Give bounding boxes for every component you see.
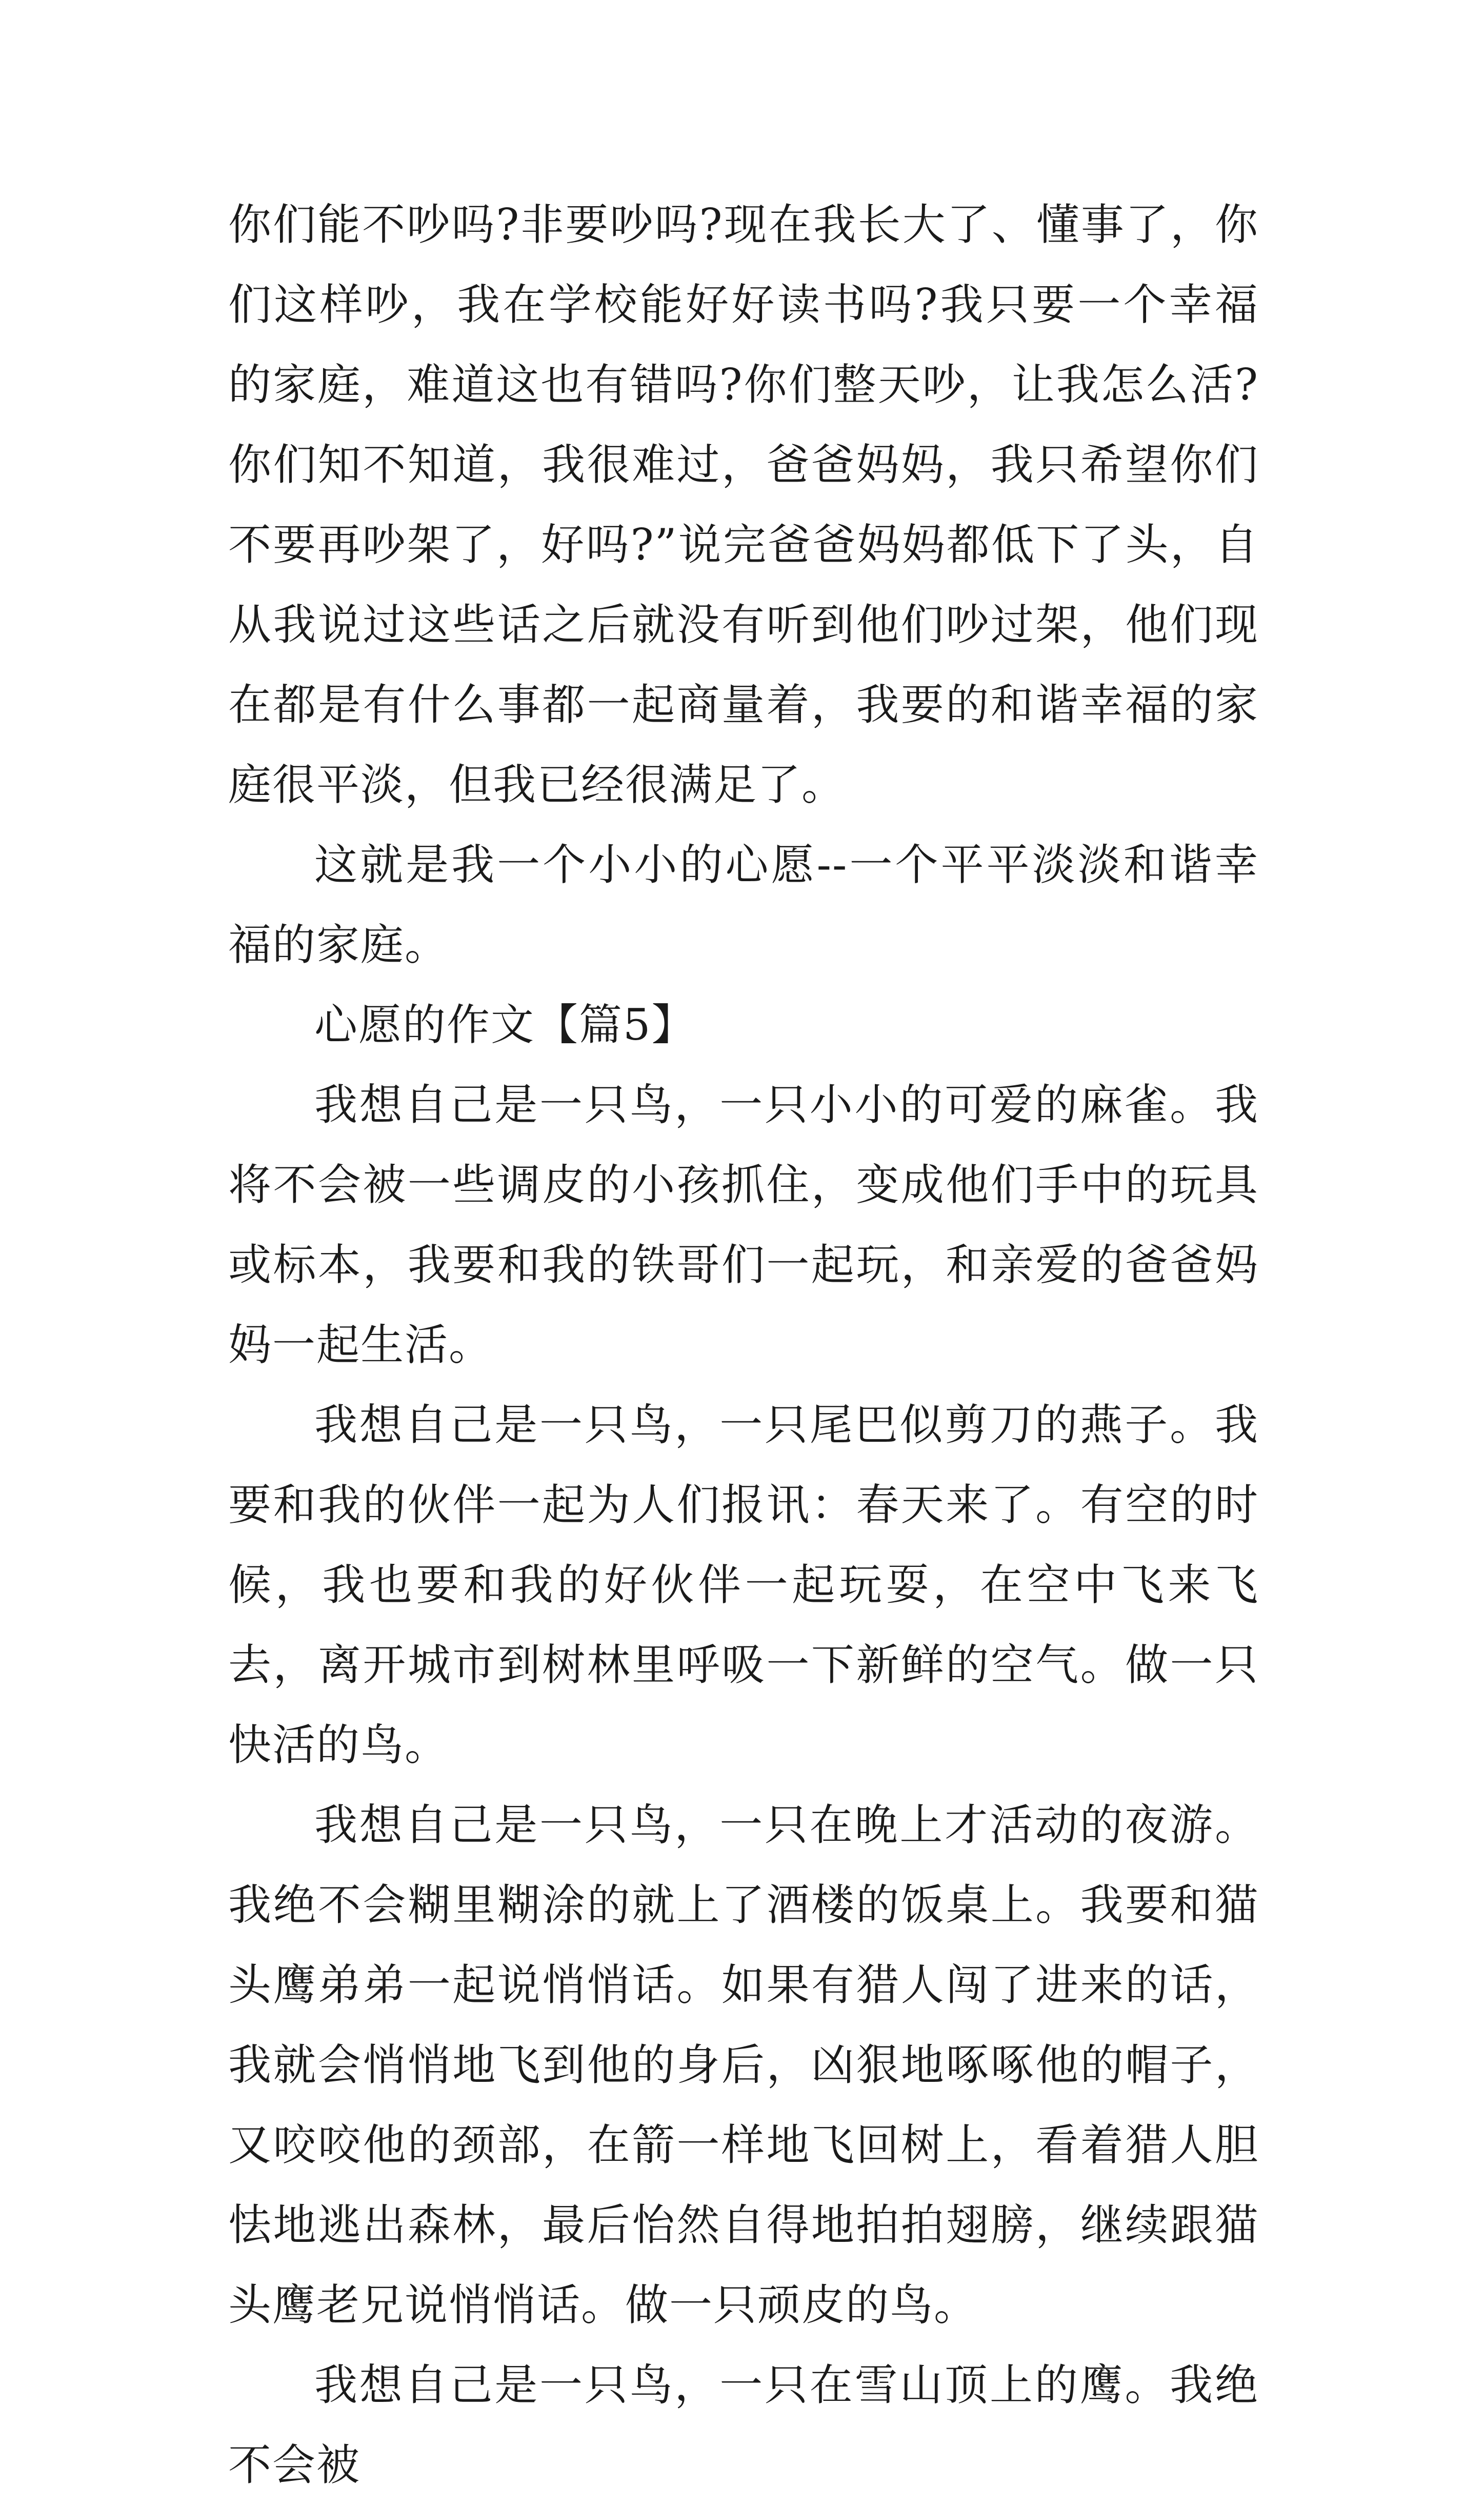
- paragraph-night-bird: 我想自己是一只鸟，一只在晚上才活动的夜游。我绝不会糊里糊涂的就上了酒楼的饭桌上。我要和猫头鹰弟弟一起说悄悄话。如果有猎人闯了进来的话，我就会悄悄地飞到他的身后，凶狠地啄啄他的帽子，又咬咬他的颈部，在箭一样地飞回树上，看着猎人胆怯地逃出森林，最后怡然自得地拍拍翅膀，继续跟猫头鹰老兄说悄悄话。做一只顽皮的鸟。: [228, 1800, 1259, 2330]
- paragraph-wish-summary: 这就是我一个小小的心愿--一个平平淡淡和谐幸福的家庭。: [228, 840, 1259, 970]
- paragraph-eagle: 我想自己是一只鸟，一只在雪山顶上的鹰。我绝不会被: [228, 2360, 1259, 2490]
- section-heading: 心愿的作文【篇5】: [314, 1000, 696, 1050]
- paragraph-sparrow: 我想自己是一只鸟，一只小小的可爱的麻雀。我将不会被一些调皮的小孩抓住，变成他们手中的玩具或标本，我要和我的铁哥们一起玩，和亲爱的爸爸妈妈一起生活。: [228, 1080, 1259, 1370]
- paragraph-swallow: 我想自己是一只鸟，一只尾巴似剪刀的燕子。我要和我的伙伴一起为人们报讯：春天来了。有空的时候，我也要和我的好伙伴一起玩耍，在空中飞来飞去，离开城市到树林里呼吸一下新鲜的空气。做一只快活的鸟。: [228, 1400, 1259, 1770]
- document-body: [228, 185, 1259, 2505]
- paragraph-continuation: 你们能不吵吗?非要吵吗?现在我长大了、懂事了，你们这样吵，我在学校能好好读书吗?我只要一个幸福的家庭，难道这也有错吗?你们整天吵，让我怎么活?你们知不知道，我很难过，爸爸妈妈，我只希望你们不要再吵架了，好吗?”说完爸爸妈妈都低下了头，自从我说过这些话之后就没有听到他们吵过架，他们现在都是有什么事都一起商量着，我要的和谐幸福的家庭很平淡，但我已经很满足了。: [228, 200, 1259, 810]
